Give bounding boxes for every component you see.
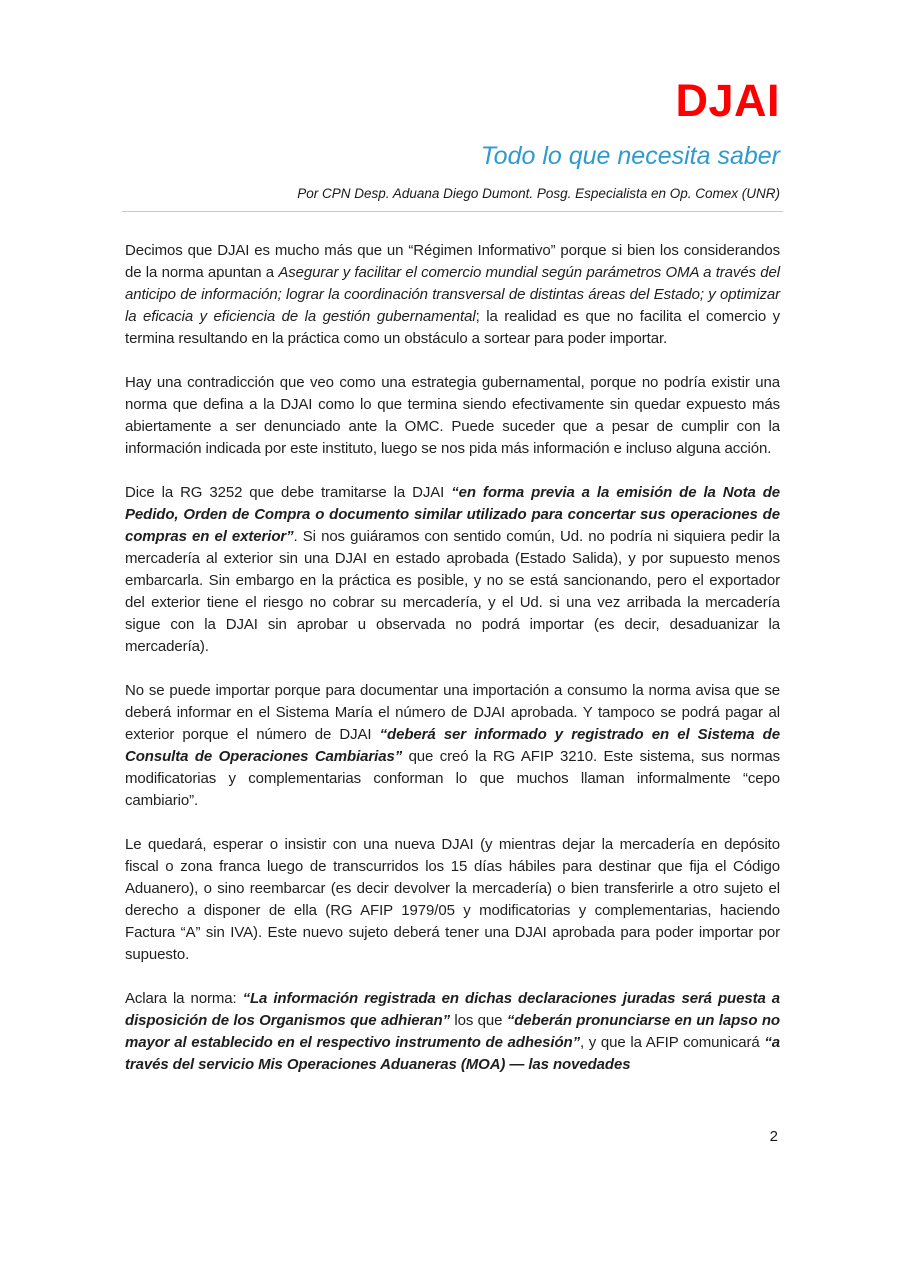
body-text: Le quedará, esperar o insistir con una nueva DJAI (y mientras dejar la mercadería en depósito fiscal o zona franca luego de transcurridos los 15 días hábiles para destinar que fija el Código Aduanero), o sino reembarcar (es decir devolver la mercadería) o bien transferirle a otro sujeto el derecho a disponer de ella (RG AFIP 1979/05 y modificatorias y complementarias, haciendo Factura “A” sin IVA). Este nuevo sujeto deberá tener una DJAI aprobada para poder importar por supuesto. xyxy=(125,835,780,963)
quoted-italic-text: Asegurar y facilitar el comercio mundial según parámetros OMA a través del anticipo de información; lograr la coordinación transversal de distintas áreas del Estado; y optimizar la eficacia y eficiencia de la gestión gubernamental xyxy=(125,263,780,325)
quoted-italic-text: “La información registrada en dichas declaraciones juradas será puesta a disposición de los Organismos que adhieran” xyxy=(125,989,780,1029)
document-title: DJAI xyxy=(675,75,780,126)
body-text: No se puede importar porque para documentar una importación a consumo la norma avisa que se deberá informar en el Sistema María el número de DJAI aprobada. Y tampoco se podrá pagar al exterior porque el número de DJAI xyxy=(125,681,780,743)
quoted-italic-text: “deberán pronunciarse en un lapso no mayor al establecido en el respectivo instrumento de adhesión” xyxy=(125,1011,780,1051)
body-text: ; la realidad es que no facilita el comercio y termina resultando en la práctica como un obstáculo a sortear para poder importar. xyxy=(125,307,781,347)
quoted-italic-text: “en forma previa a la emisión de la Nota de Pedido, Orden de Compra o documento similar utilizado para concertar sus operaciones de compras en el exterior” xyxy=(125,483,781,545)
quoted-italic-text: “a través del servicio Mis Operaciones Aduaneras (MOA) — las novedades xyxy=(125,1033,780,1073)
body-text: que creó la RG AFIP 3210. Este sistema, sus normas modificatorias y complementarias conforman lo que muchos llaman informalmente “cepo cambiario”. xyxy=(125,747,780,809)
paragraph xyxy=(125,680,780,812)
quoted-italic-text: “deberá ser informado y registrado en el Sistema de Consulta de Operaciones Cambiarias” xyxy=(125,725,780,765)
body-text: los que xyxy=(449,1011,507,1029)
paragraph xyxy=(125,482,780,658)
paragraph xyxy=(125,834,780,966)
author-line: Por CPN Desp. Aduana Diego Dumont. Posg. Especialista en Op. Comex (UNR) xyxy=(297,185,780,201)
body-text: Aclara la norma: xyxy=(125,989,243,1007)
document-subtitle: Todo lo que necesita saber xyxy=(480,142,780,170)
document-header xyxy=(0,0,905,201)
paragraph xyxy=(125,372,780,460)
body-text: Dice la RG 3252 que debe tramitarse la DJAI xyxy=(125,483,452,501)
body-text: Decimos que DJAI es mucho más que un “Régimen Informativo” porque si bien los considerandos de la norma apuntan a xyxy=(125,241,780,281)
body-text: . Si nos guiáramos con sentido común, Ud. no podría ni siquiera pedir la mercadería al exterior sin una DJAI en estado aprobada (Estado Salida), y por supuesto menos embarcarla. Sin embargo en la práctica es posible, y no se está sancionando, pero el exportador del exterior tiene el riesgo no cobrar su mercadería, y el Ud. si una vez arribada la mercadería sigue con la DJAI sin aprobar u observada no podrá importar (es decir, desaduanizar la mercadería). xyxy=(125,527,780,655)
document-body xyxy=(0,212,905,1076)
paragraph xyxy=(125,240,780,350)
body-text: , y que la AFIP comunicará xyxy=(579,1033,765,1051)
body-text: Hay una contradicción que veo como una estrategia gubernamental, porque no podría existir una norma que defina a la DJAI como lo que termina siendo efectivamente sin quedar expuesto más abiertamente a ser denunciado ante la OMC. Puede suceder que a pesar de cumplir con la información indicada por este instituto, luego se nos pida más información e incluso alguna acción. xyxy=(125,373,780,457)
page-number: 2 xyxy=(769,1128,778,1145)
paragraph xyxy=(125,988,780,1076)
